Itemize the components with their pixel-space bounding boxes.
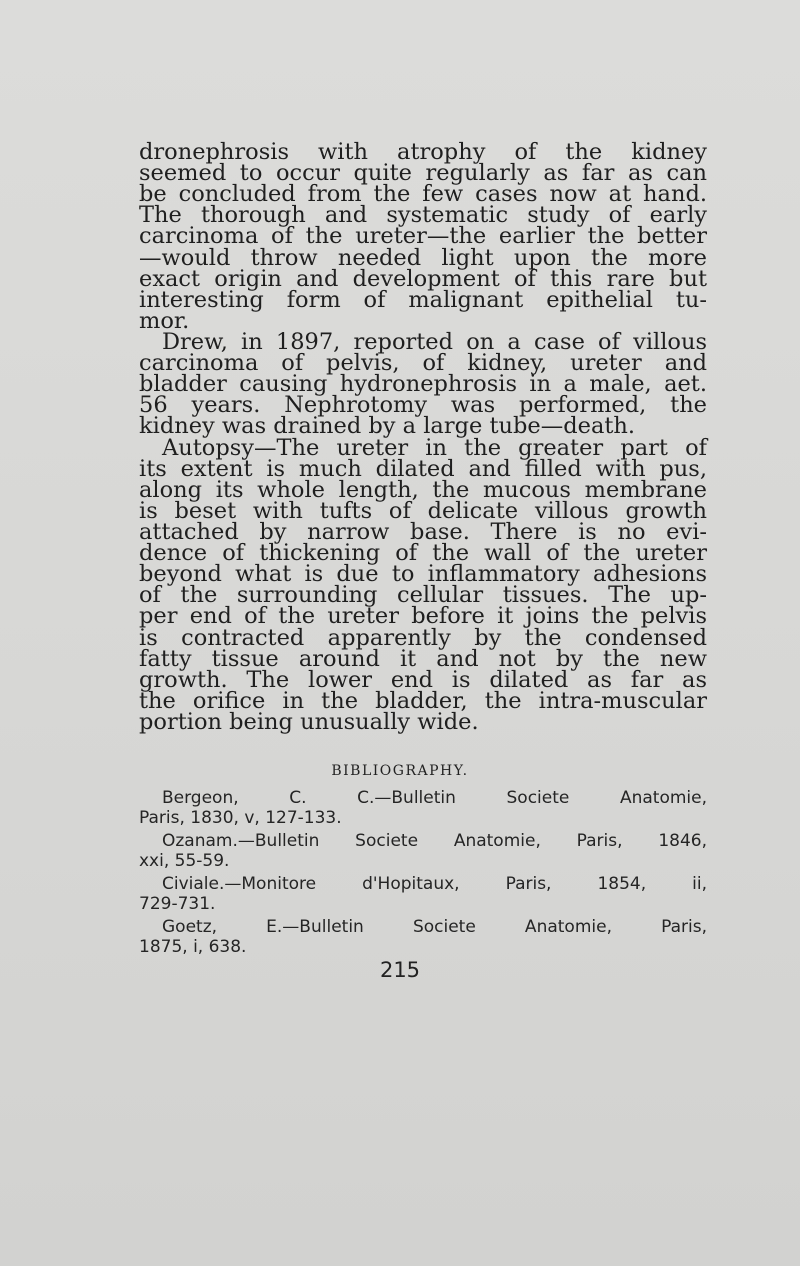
body-text-line: per end of the ureter before it joins the pelvis xyxy=(139,603,707,629)
body-text-line: carcinoma of pelvis, of kidney, ureter and xyxy=(139,350,707,376)
bibliography-entry: Goetz, E.—Bulletin Societe Anatomie, Paris, xyxy=(162,917,707,937)
body-text-line: portion being unusually wide. xyxy=(139,709,479,735)
page-number: 215 xyxy=(379,958,421,982)
body-text-line: the orifice in the bladder, the intra-muscular xyxy=(139,688,707,714)
body-text-line: carcinoma of the ureter—the earlier the better xyxy=(139,223,707,249)
body-text-line: Autopsy—The ureter in the greater part of xyxy=(162,435,707,461)
body-text-line: exact origin and development of this rare but xyxy=(139,266,707,292)
body-text-line: is beset with tufts of delicate villous growth xyxy=(139,498,707,524)
bibliography-entry-continuation: Paris, 1830, v, 127-133. xyxy=(139,808,342,828)
body-text-line: interesting form of malignant epithelial tu- xyxy=(139,287,707,313)
body-text-line: along its whole length, the mucous membrane xyxy=(139,477,707,503)
body-text-line: seemed to occur quite regularly as far as can xyxy=(139,160,707,186)
body-text-line: 56 years. Nephrotomy was performed, the xyxy=(139,392,707,418)
bibliography-heading: BIBLIOGRAPHY. xyxy=(331,763,469,779)
bibliography-entry-continuation: 1875, i, 638. xyxy=(139,937,247,957)
body-text-line: growth. The lower end is dilated as far as xyxy=(139,667,707,693)
body-text-line: mor. xyxy=(139,308,190,334)
body-text-line: of the surrounding cellular tissues. The up- xyxy=(139,582,707,608)
bibliography-entry: Ozanam.—Bulletin Societe Anatomie, Paris, 1846, xyxy=(162,831,707,851)
body-text-line: bladder causing hydronephrosis in a male, aet. xyxy=(139,371,707,397)
bibliography-entry-continuation: 729-731. xyxy=(139,894,216,914)
body-text-line: dence of thickening of the wall of the ureter xyxy=(139,540,707,566)
body-text-line: beyond what is due to inflammatory adhesions xyxy=(139,561,707,587)
body-text-line: attached by narrow base. There is no evi- xyxy=(139,519,707,545)
bibliography-entry: Bergeon, C. C.—Bulletin Societe Anatomie, xyxy=(162,788,707,808)
body-text-line: kidney was drained by a large tube—death. xyxy=(139,413,636,439)
body-text-line: be concluded from the few cases now at hand. xyxy=(139,181,707,207)
bibliography-entry: Civiale.—Monitore d'Hopitaux, Paris, 1854, ii, xyxy=(162,874,707,894)
body-text-line: —would throw needed light upon the more xyxy=(139,245,707,271)
body-text-line: Drew, in 1897, reported on a case of villous xyxy=(162,329,707,355)
body-text-line: its extent is much dilated and filled with pus, xyxy=(139,456,707,482)
body-text-line: The thorough and systematic study of early xyxy=(139,202,707,228)
bibliography-entry-continuation: xxi, 55-59. xyxy=(139,851,230,871)
body-text-line: is contracted apparently by the condensed xyxy=(139,625,707,651)
body-text-line: dronephrosis with atrophy of the kidney xyxy=(139,139,707,165)
body-text-line: fatty tissue around it and not by the new xyxy=(139,646,707,672)
